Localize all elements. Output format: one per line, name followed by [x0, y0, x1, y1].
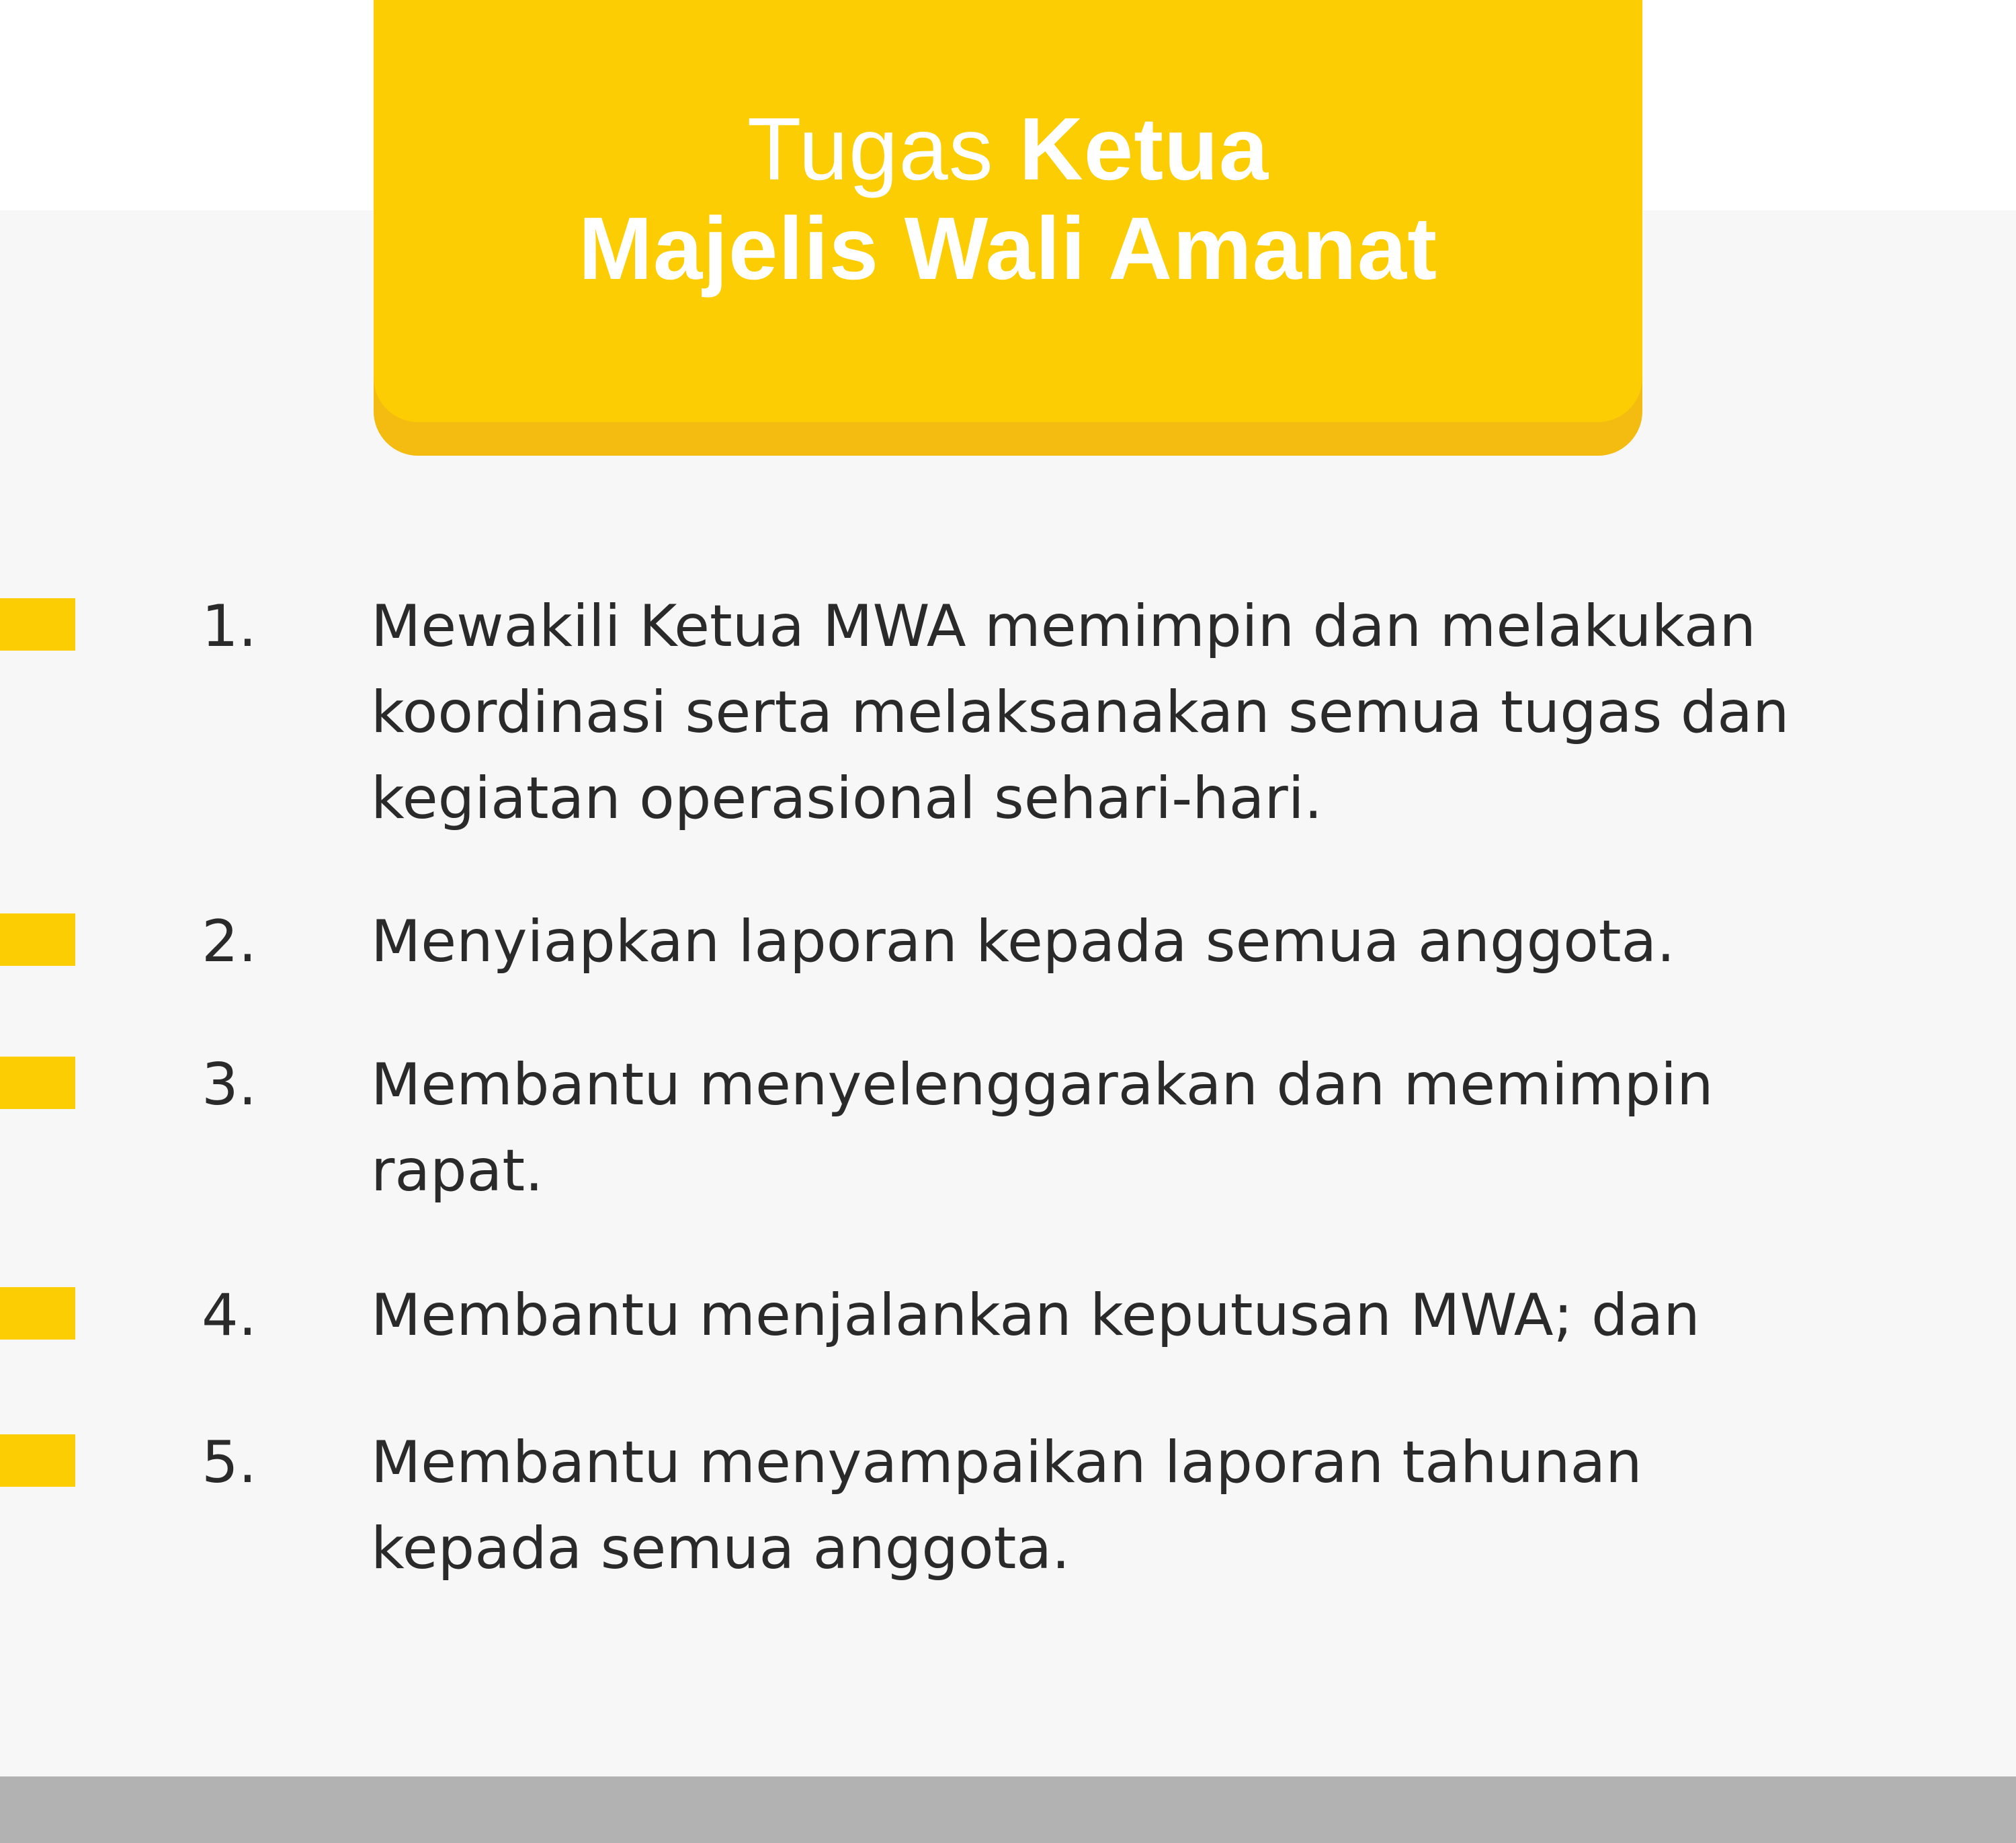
list-marker — [0, 598, 75, 651]
list-item-line: Membantu menyampaikan laporan tahunan — [371, 1429, 1642, 1496]
title-card-face — [374, 0, 1642, 422]
list-item-line: Membantu menyelenggarakan dan memimpin — [371, 1051, 1714, 1118]
title-card — [374, 0, 1642, 456]
title-bold-word: Ketua — [1019, 99, 1269, 198]
list-marker — [0, 1287, 75, 1340]
title-light-word: Tugas — [747, 99, 994, 198]
list-item-text — [371, 899, 1849, 985]
list-item-line: koordinasi serta melaksanakan semua tugas dan — [371, 679, 1790, 746]
list-item-line: Menyiapkan laporan kepada semua anggota. — [371, 908, 1675, 975]
list-item-text — [371, 1272, 1849, 1358]
list-item-number: 2. — [202, 908, 257, 975]
title-second-line: Majelis Wali Amanat — [578, 199, 1438, 298]
list-marker — [0, 1434, 75, 1487]
list-item-text — [371, 1042, 1849, 1214]
list-item-line: rapat. — [371, 1137, 544, 1204]
list-item-number: 4. — [202, 1282, 257, 1349]
list-item-line: kegiatan operasional sehari-hari. — [371, 765, 1323, 832]
list-item-number: 3. — [202, 1051, 257, 1118]
list-item-text — [371, 583, 1849, 842]
list-item-line: Mewakili Ketua MWA memimpin dan melakukan — [371, 593, 1756, 660]
list-marker — [0, 1057, 75, 1109]
list-item-line: Membantu menjalankan keputusan MWA; dan — [371, 1282, 1700, 1349]
footer-bar — [0, 1776, 2016, 1843]
page-title — [374, 99, 1642, 298]
list-item-text — [371, 1420, 1849, 1592]
list-item-number: 5. — [202, 1429, 257, 1496]
list-item-line: kepada semua anggota. — [371, 1515, 1070, 1582]
list-marker — [0, 913, 75, 966]
list-item-number: 1. — [202, 593, 257, 660]
